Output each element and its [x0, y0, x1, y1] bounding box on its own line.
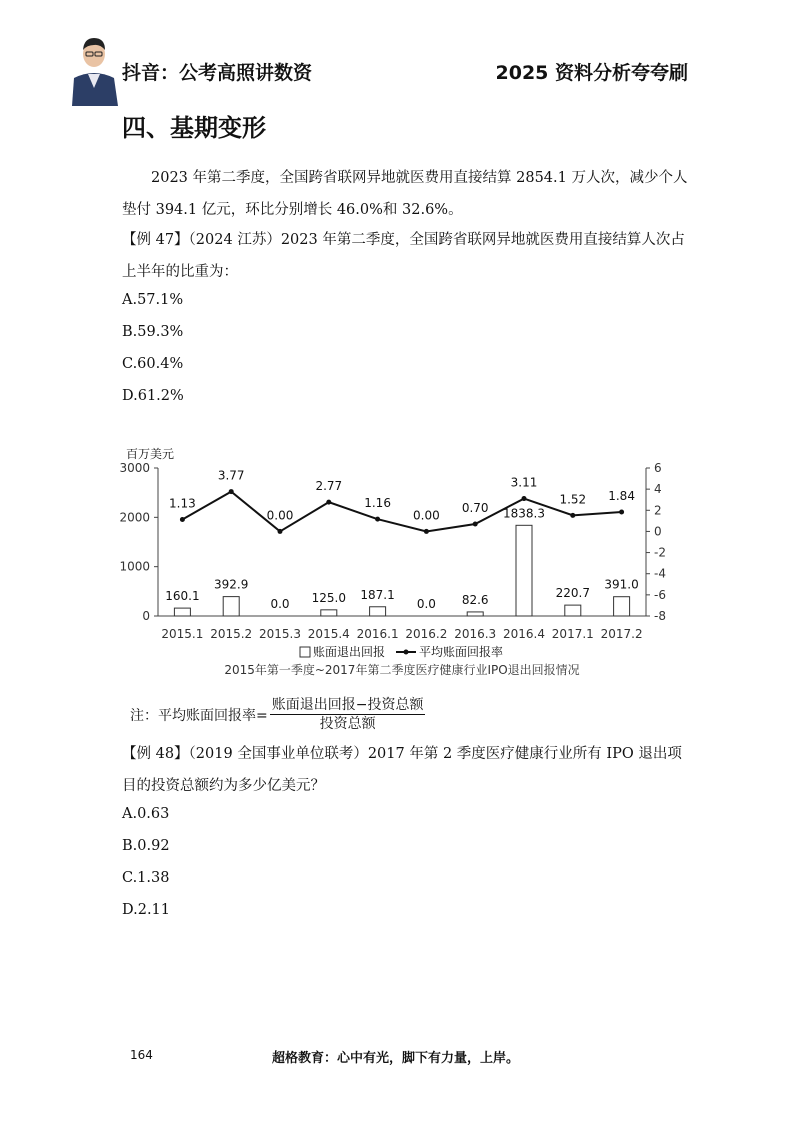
bar-value-label: 392.9 [214, 577, 249, 592]
line-value-label: 0.00 [266, 508, 294, 523]
q47-option-b: B.59.3% [122, 324, 184, 340]
q48-option-b: B.0.92 [122, 838, 170, 854]
line-point-2016.1 [375, 517, 380, 522]
line-point-2015.3 [278, 529, 283, 534]
q47-option-c: C.60.4% [122, 356, 184, 372]
bar-2016.4 [516, 525, 532, 616]
line-value-label: 1.13 [169, 496, 196, 511]
q47-option-d: D.61.2% [122, 388, 184, 404]
right-tick-label: -2 [654, 545, 666, 560]
bar-value-label: 391.0 [604, 577, 639, 592]
bar-2015.4 [321, 610, 337, 616]
line-point-2016.4 [522, 496, 527, 501]
right-tick-label: -4 [654, 566, 666, 581]
line-point-2015.2 [229, 489, 234, 494]
right-tick-label: -8 [654, 609, 666, 623]
bar-2017.1 [565, 605, 581, 616]
ipo-exit-chart [100, 440, 700, 690]
line-point-2015.4 [326, 500, 331, 505]
left-tick-label: 3000 [119, 461, 150, 475]
bar-2017.2 [614, 597, 630, 616]
x-tick-label: 2016.2 [405, 627, 448, 641]
bar-2016.3 [467, 612, 483, 616]
author-avatar [66, 28, 122, 106]
chart-title: 2015年第一季度~2017年第二季度医疗健康行业IPO退出回报情况 [224, 663, 580, 677]
bar-value-label: 160.1 [165, 589, 200, 604]
legend-bar-label: 账面退出回报 [313, 645, 386, 659]
line-point-2015.1 [180, 517, 185, 522]
bar-value-label: 1838.3 [503, 506, 545, 521]
q48-option-c: C.1.38 [122, 870, 170, 886]
x-tick-label: 2017.2 [600, 627, 643, 641]
formula-note [130, 696, 425, 733]
bar-value-label: 82.6 [461, 592, 489, 607]
bar-2015.1 [174, 608, 190, 616]
return-rate-line [182, 492, 621, 532]
legend-line-label: 平均账面回报率 [419, 645, 504, 659]
right-tick-label: 6 [654, 461, 662, 475]
formula-denominator: 投资总额 [319, 716, 376, 732]
q47-option-a: A.57.1% [122, 292, 184, 308]
page-number: 164 [130, 1048, 153, 1062]
line-value-label: 1.16 [364, 496, 391, 511]
passage-text: 2023 年第二季度，全国跨省联网异地就医费用直接结算 2854.1 万人次，减少个人垫付 394.1 亿元，环比分别增长 46.0%和 32.6%。 [122, 170, 688, 218]
q48-option-d: D.2.11 [122, 902, 171, 918]
bar-value-label: 0.0 [270, 597, 290, 611]
x-tick-label: 2016.1 [356, 627, 399, 641]
section-title: 四、基期变形 [122, 114, 266, 142]
line-point-2017.1 [570, 513, 575, 518]
line-value-label: 0.00 [413, 508, 440, 523]
formula-numerator: 账面退出回报−投资总额 [271, 697, 424, 713]
formula-fraction [270, 696, 426, 733]
question-47-stem: 【例 47】（2024 江苏）2023 年第二季度，全国跨省联网异地就医费用直接结算人次占上半年的比重为： [122, 232, 685, 280]
line-value-label: 0.70 [461, 501, 489, 516]
right-tick-label: -6 [654, 587, 666, 602]
line-value-label: 3.11 [510, 475, 538, 490]
legend-line-marker [404, 650, 409, 655]
bar-value-label: 0.0 [416, 597, 436, 611]
x-tick-label: 2016.4 [503, 627, 545, 641]
x-tick-label: 2015.4 [307, 627, 350, 641]
right-tick-label: 2 [654, 503, 662, 518]
y-axis-unit-label: 百万美元 [126, 447, 175, 461]
x-tick-label: 2015.1 [161, 627, 204, 641]
line-value-label: 3.77 [217, 468, 245, 483]
left-tick-label: 2000 [119, 510, 150, 525]
bar-2016.1 [370, 607, 386, 616]
note-prefix: 注：平均账面回报率= [130, 707, 268, 724]
x-tick-label: 2016.3 [454, 627, 497, 641]
bar-value-label: 187.1 [360, 587, 395, 602]
line-point-2016.3 [473, 522, 478, 527]
x-tick-label: 2015.2 [210, 627, 253, 641]
header-book-title: 2025 资料分析夸夸刷 [495, 62, 688, 84]
header-channel: 抖音：公考高照讲数资 [122, 62, 313, 84]
line-point-2016.2 [424, 529, 429, 534]
footer-slogan: 超格教育：心中有光，脚下有力量，上岸。 [272, 1051, 520, 1066]
left-tick-label: 1000 [119, 559, 150, 574]
question-48-stem: 【例 48】（2019 全国事业单位联考）2017 年第 2 季度医疗健康行业所有 IPO 退出项目的投资总额约为多少亿美元？ [122, 746, 682, 794]
legend-bar-swatch [300, 647, 310, 657]
left-tick-label: 0 [142, 609, 150, 623]
right-tick-label: 0 [654, 524, 662, 539]
line-value-label: 1.84 [608, 488, 635, 503]
line-point-2017.2 [619, 509, 624, 514]
line-value-label: 2.77 [315, 479, 343, 494]
x-tick-label: 2015.3 [259, 627, 301, 641]
bar-value-label: 125.0 [311, 590, 346, 605]
bar-value-label: 220.7 [555, 586, 590, 601]
q48-option-a: A.0.63 [122, 806, 170, 822]
right-tick-label: 4 [654, 482, 662, 497]
line-value-label: 1.52 [559, 492, 587, 507]
bar-2015.2 [223, 597, 239, 616]
x-tick-label: 2017.1 [551, 627, 594, 641]
